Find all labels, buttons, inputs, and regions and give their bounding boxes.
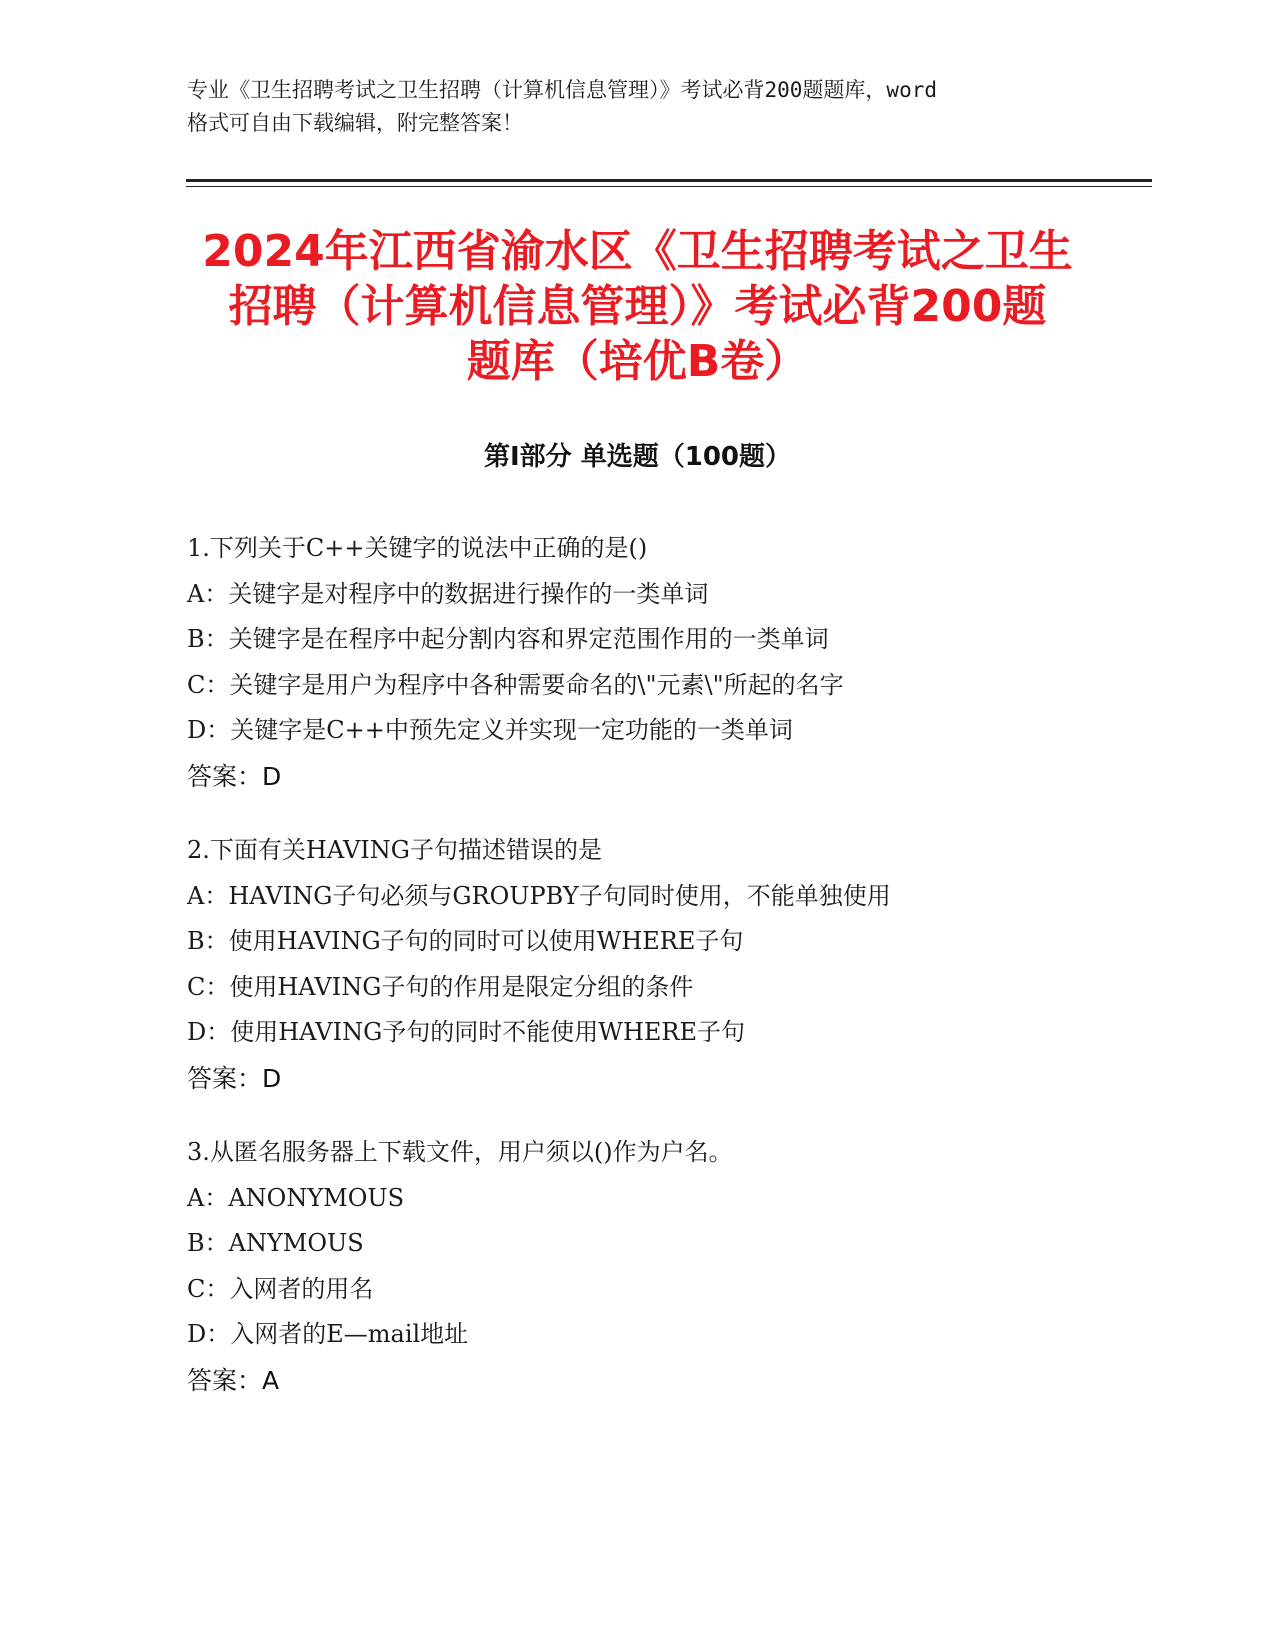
header-note [187,74,1087,140]
question-3 [187,1130,1127,1403]
option-b: B：使用HAVING子句的同时可以使用WHERE子句 [187,927,744,955]
answer-label: 答案：D [187,1063,282,1093]
option-a: A：HAVING子句必须与GROUPBY子句同时使用，不能单独使用 [187,881,891,910]
answer-label: 答案：A [187,1365,280,1395]
document-title [150,224,1125,389]
question-2 [187,828,1127,1101]
question-stem: 3.从匿名服务器上下载文件，用户须以()作为户名。 [187,1138,733,1166]
header-note-line-1: 专业《卫生招聘考试之卫生招聘（计算机信息管理）》考试必背200题题库，word [187,78,937,102]
question-stem: 1.下列关于C++关键字的说法中正确的是() [187,534,648,562]
option-c: C：入网者的用名 [187,1274,374,1303]
option-d: D：入网者的E—mail地址 [187,1320,469,1348]
option-a: A：ANONYMOUS [187,1183,405,1212]
section-heading: 第Ⅰ部分 单选题（100题） [484,442,791,472]
option-d: D：关键字是C++中预先定义并实现一定功能的一类单词 [187,716,793,744]
question-list [187,526,1127,1432]
option-c: C：使用HAVING子句的作用是限定分组的条件 [187,972,694,1001]
document-title-line-2: 招聘（计算机信息管理）》考试必背200题 [228,281,1047,332]
option-b: B：ANYMOUS [187,1229,364,1257]
option-a: A：关键字是对程序中的数据进行操作的一类单词 [187,579,709,608]
question-stem: 2.下面有关HAVING子句描述错误的是 [187,836,602,864]
header-note-line-2: 格式可自由下载编辑，附完整答案！ [187,111,523,135]
question-1 [187,526,1127,799]
header-divider-thick [186,179,1152,182]
header-divider-thin [186,186,1152,187]
option-b: B：关键字是在程序中起分割内容和界定范围作用的一类单词 [187,625,829,653]
document-title-line-1: 2024年江西省渝水区《卫生招聘考试之卫生 [202,226,1073,277]
answer-label: 答案：D [187,761,282,791]
document-title-line-3: 题库（培优B卷） [466,336,809,387]
option-d: D：使用HAVING予句的同时不能使用WHERE子句 [187,1018,745,1046]
option-c: C：关键字是用户为程序中各种需要命名的\"元素\"所起的名字 [187,670,844,699]
